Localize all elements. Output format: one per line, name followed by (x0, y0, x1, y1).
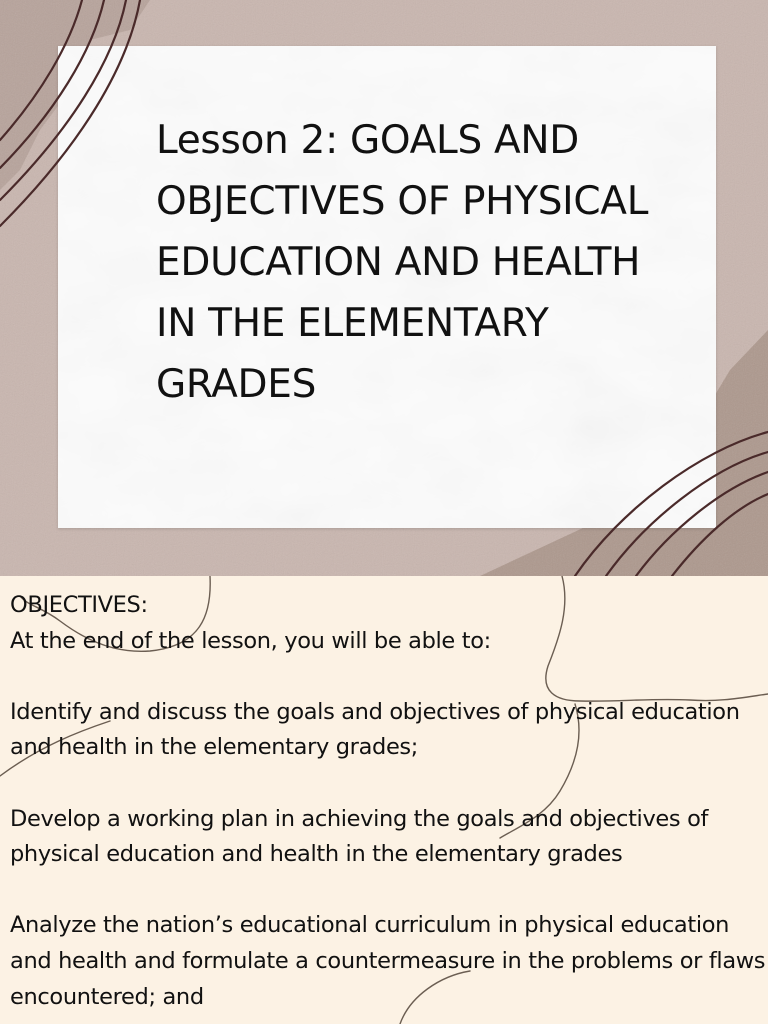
objectives-heading: OBJECTIVES: (10, 592, 148, 618)
objective-item-2: Develop a working plan in achieving the goals and objectives of physical education and health in the elementary grades (10, 805, 709, 868)
paper-card (58, 46, 716, 528)
objectives-text (10, 588, 766, 1015)
objective-item-1: Identify and discuss the goals and objectives of physical education and health in the elementary grades; (10, 698, 740, 761)
spacer (10, 659, 766, 695)
objective-item-3: Analyze the nation’s educational curriculum in physical education and health and formulate a countermeasure in the problems or flaws encountered; and (10, 912, 766, 1010)
objectives-intro: At the end of the lesson, you will be able to: (10, 627, 491, 654)
lesson-title: Lesson 2: GOALS AND OBJECTIVES OF PHYSICAL EDUCATION AND HEALTH IN THE ELEMENTARY GRADES (156, 118, 649, 407)
spacer (10, 873, 766, 909)
objectives-slide (0, 576, 768, 1024)
spacer (10, 766, 766, 802)
